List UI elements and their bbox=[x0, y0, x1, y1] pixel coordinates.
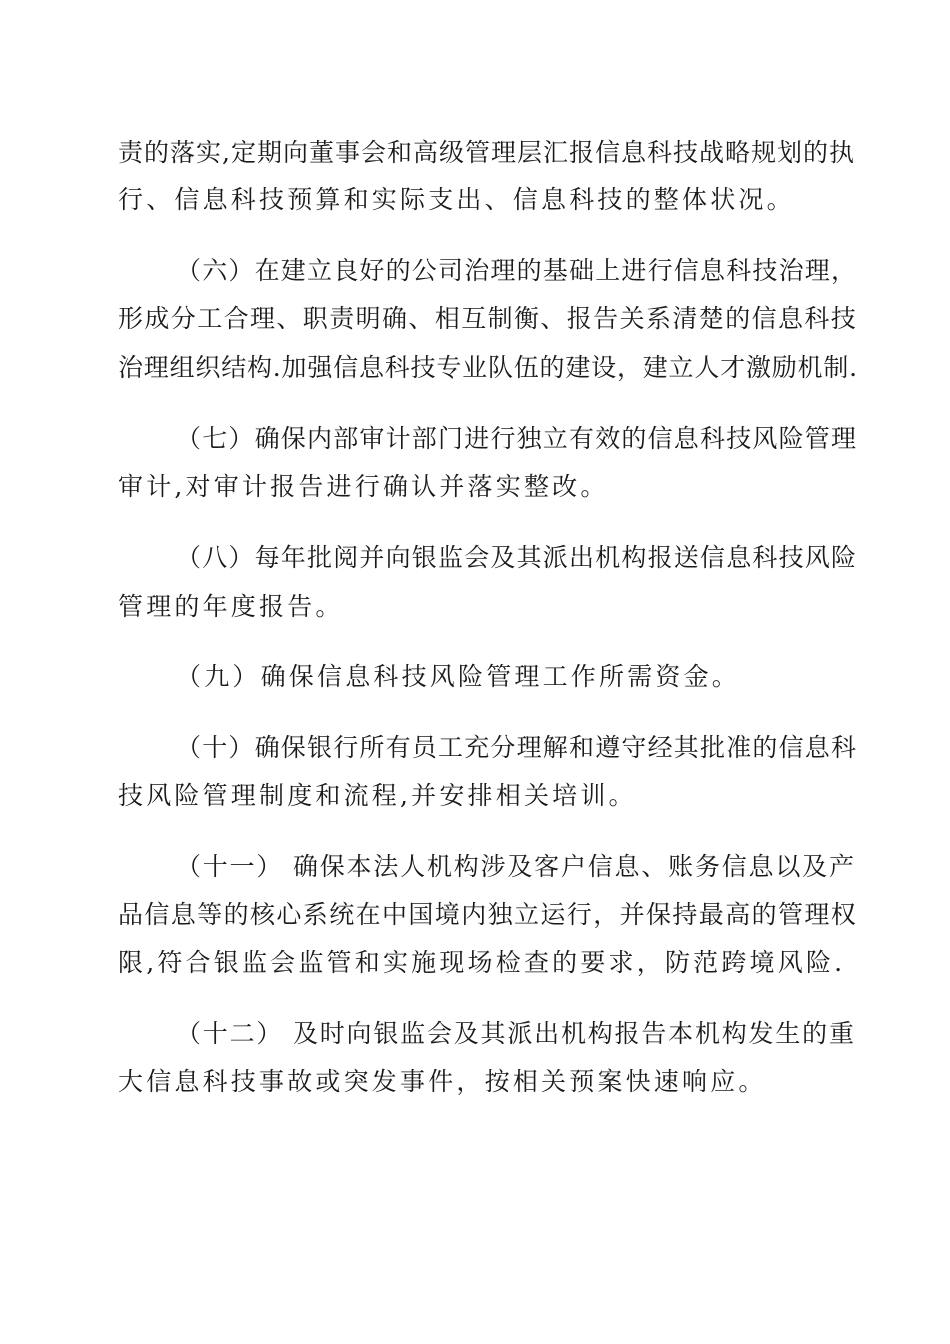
paragraph-9-line: （九）确保信息科技风险管理工作所需资金。 bbox=[176, 662, 741, 691]
text-line: 治理组织结构.加强信息科技专业队伍的建设，建立人才激励机制. bbox=[118, 353, 858, 382]
paragraph-8-line: （八）每年批阅并向银监会及其派出机构报送信息科技风险 bbox=[176, 543, 858, 572]
text-line: 形成分工合理、职责明确、相互制衡、报告关系清楚的信息科技 bbox=[118, 304, 858, 333]
paragraph-6-line: （六）在建立良好的公司治理的基础上进行信息科技治理， bbox=[176, 256, 858, 285]
text-line: 责的落实,定期向董事会和高级管理层汇报信息科技战略规划的执 bbox=[118, 138, 855, 167]
text-line: 限,符合银监会监管和实施现场检查的要求，防范跨境风险. bbox=[118, 948, 846, 977]
paragraph-11-line: （十一） 确保本法人机构涉及客户信息、账务信息以及产 bbox=[176, 852, 856, 881]
text-line: 品信息等的核心系统在中国境内独立运行，并保持最高的管理权 bbox=[118, 900, 858, 929]
paragraph-12-line: （十二） 及时向银监会及其派出机构报告本机构发生的重 bbox=[176, 1019, 856, 1048]
paragraph-7-line: （七）确保内部审计部门进行独立有效的信息科技风险管理 bbox=[176, 424, 858, 453]
text-line: 大信息科技事故或突发事件，按相关预案快速响应。 bbox=[118, 1067, 767, 1096]
text-line: 管理的年度报告。 bbox=[118, 592, 344, 621]
text-line: 审计,对审计报告进行确认并落实整改。 bbox=[118, 472, 609, 501]
text-line: 技风险管理制度和流程,并安排相关培训。 bbox=[118, 781, 637, 810]
paragraph-10-line: （十）确保银行所有员工充分理解和遵守经其批准的信息科 bbox=[176, 733, 858, 762]
text-line: 行、信息科技预算和实际支出、信息科技的整体状况。 bbox=[118, 185, 795, 214]
